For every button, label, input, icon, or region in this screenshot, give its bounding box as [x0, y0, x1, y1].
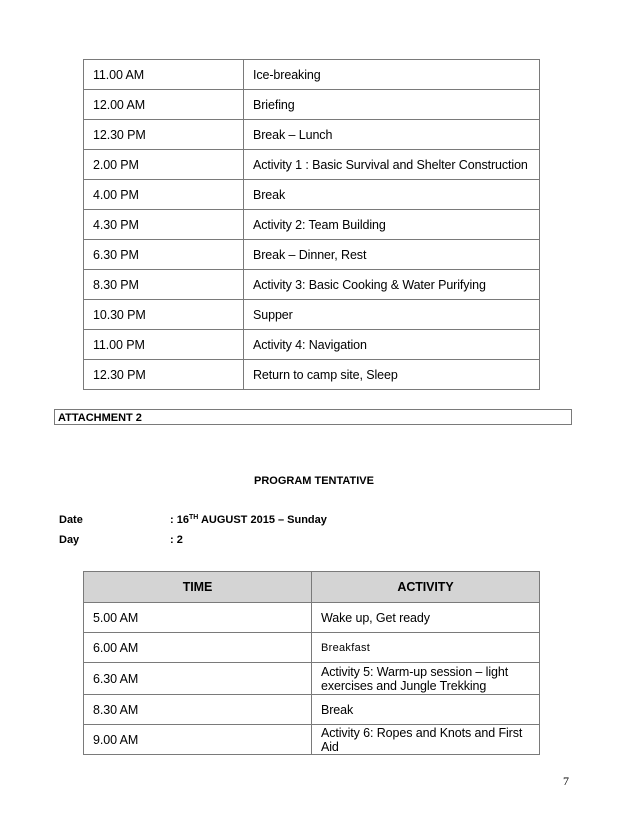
time-cell: 6.30 AM — [84, 663, 312, 695]
time-cell: 12.30 PM — [84, 120, 244, 150]
activity-column-header: ACTIVITY — [312, 572, 540, 603]
date-label: Date — [59, 514, 83, 526]
time-cell: 4.00 PM — [84, 180, 244, 210]
attachment-heading: ATTACHMENT 2 — [54, 409, 572, 425]
table-row — [84, 300, 540, 330]
activity-cell: Briefing — [244, 90, 540, 120]
time-cell: 11.00 AM — [84, 60, 244, 90]
time-cell: 4.30 PM — [84, 210, 244, 240]
activity-cell: Activity 5: Warm-up session – light exercises and Jungle Trekking — [312, 663, 540, 695]
activity-cell: Supper — [244, 300, 540, 330]
time-cell: 12.00 AM — [84, 90, 244, 120]
activity-cell: Activity 1 : Basic Survival and Shelter Construction — [244, 150, 540, 180]
activity-cell: Return to camp site, Sleep — [244, 360, 540, 390]
activity-cell: Activity 6: Ropes and Knots and First Aid — [312, 725, 540, 755]
table-row — [84, 270, 540, 300]
activity-cell: Break — [244, 180, 540, 210]
time-cell: 6.00 AM — [84, 633, 312, 663]
time-cell: 12.30 PM — [84, 360, 244, 390]
time-cell: 5.00 AM — [84, 603, 312, 633]
time-column-header: TIME — [84, 572, 312, 603]
time-cell: 2.00 PM — [84, 150, 244, 180]
activity-cell: Activity 4: Navigation — [244, 330, 540, 360]
table-row — [84, 663, 540, 695]
time-cell: 10.30 PM — [84, 300, 244, 330]
activity-cell: Break – Dinner, Rest — [244, 240, 540, 270]
date-rest: AUGUST 2015 – Sunday — [198, 514, 327, 526]
activity-cell: Ice-breaking — [244, 60, 540, 90]
time-cell: 8.30 PM — [84, 270, 244, 300]
table-row — [84, 60, 540, 90]
table-row — [84, 90, 540, 120]
table-row — [84, 360, 540, 390]
schedule-table-day2 — [83, 571, 540, 755]
activity-cell: Activity 3: Basic Cooking & Water Purifying — [244, 270, 540, 300]
table-row — [84, 695, 540, 725]
table-row — [84, 210, 540, 240]
table-row — [84, 120, 540, 150]
table-row — [84, 725, 540, 755]
activity-cell: Activity 2: Team Building — [244, 210, 540, 240]
day-label: Day — [59, 534, 80, 546]
table-row — [84, 603, 540, 633]
schedule-table-day1 — [83, 59, 540, 390]
time-cell: 11.00 PM — [84, 330, 244, 360]
table-row — [84, 240, 540, 270]
time-cell: 6.30 PM — [84, 240, 244, 270]
page-number: 7 — [563, 774, 569, 788]
activity-cell: Wake up, Get ready — [312, 603, 540, 633]
program-title: PROGRAM TENTATIVE — [254, 475, 374, 487]
activity-cell: Break – Lunch — [244, 120, 540, 150]
table-row — [84, 330, 540, 360]
time-cell: 8.30 AM — [84, 695, 312, 725]
time-cell: 9.00 AM — [84, 725, 312, 755]
activity-cell: Break — [312, 695, 540, 725]
table-row — [84, 180, 540, 210]
date-prefix: : 16 — [170, 514, 189, 526]
activity-cell: Breakfast — [312, 633, 540, 663]
table-row — [84, 633, 540, 663]
table-header-row — [84, 572, 540, 603]
date-value — [170, 514, 327, 526]
day-value: : 2 — [170, 534, 183, 546]
table-row — [84, 150, 540, 180]
date-ordinal-suffix: TH — [188, 514, 199, 521]
